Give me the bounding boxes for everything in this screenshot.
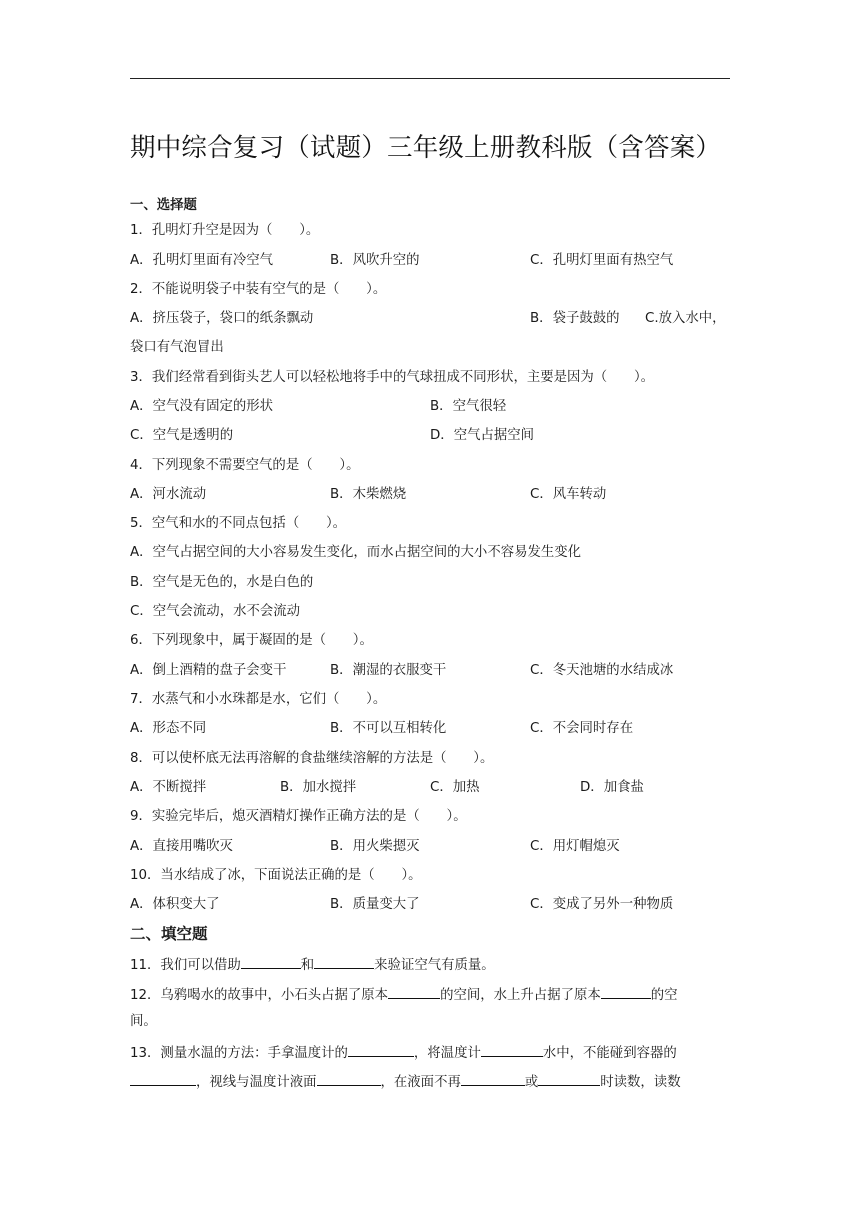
option: C．孔明灯里面有热空气 bbox=[530, 253, 674, 268]
option: A．空气占据空间的大小容易发生变化，而水占据空间的大小不容易发生变化 bbox=[130, 545, 582, 560]
option: B．加水搅拌 bbox=[280, 780, 357, 795]
option: C．变成了另外一种物质 bbox=[530, 897, 674, 912]
option: B．木柴燃烧 bbox=[330, 487, 407, 502]
option: A．挤压袋子，袋口的纸条飘动 bbox=[130, 311, 314, 326]
option: C．空气会流动，水不会流动 bbox=[130, 604, 301, 619]
answer-blank[interactable] bbox=[241, 954, 301, 969]
fill-question bbox=[130, 1042, 677, 1064]
option: A．河水流动 bbox=[130, 487, 207, 502]
option: B．用火柴摁灭 bbox=[330, 839, 420, 854]
option: C．空气是透明的 bbox=[130, 428, 234, 443]
question-stem: 7．水蒸气和小水珠都是水，它们（ ）。 bbox=[130, 692, 387, 707]
fill-text: 水中，不能碰到容器的 bbox=[542, 1046, 677, 1061]
fill-continuation: 间。 bbox=[130, 1014, 157, 1029]
fill-text: 和 bbox=[300, 958, 315, 973]
question-stem: 1．孔明灯升空是因为（ ）。 bbox=[130, 223, 320, 238]
section-heading: 一、选择题 bbox=[130, 198, 197, 213]
option: A．形态不同 bbox=[130, 721, 207, 736]
option: C．不会同时存在 bbox=[530, 721, 634, 736]
fill-question bbox=[130, 954, 495, 976]
option: A．不断搅拌 bbox=[130, 780, 207, 795]
fill-text: ，将温度计 bbox=[413, 1046, 481, 1061]
option: B．空气很轻 bbox=[430, 399, 507, 414]
option: A．体积变大了 bbox=[130, 897, 220, 912]
question-stem: 6．下列现象中，属于凝固的是（ ）。 bbox=[130, 633, 373, 648]
answer-blank[interactable] bbox=[130, 1071, 196, 1086]
option: B．袋子鼓鼓的 bbox=[530, 311, 620, 326]
option: D．加食盐 bbox=[580, 780, 644, 795]
option-continuation: 袋口有气泡冒出 bbox=[130, 340, 224, 355]
answer-blank[interactable] bbox=[317, 1071, 381, 1086]
section-heading: 二、填空题 bbox=[130, 925, 208, 943]
question-stem: 3．我们经常看到街头艺人可以轻松地将手中的气球扭成不同形状，主要是因为（ ）。 bbox=[130, 370, 655, 385]
option: A．直接用嘴吹灭 bbox=[130, 839, 233, 854]
answer-blank[interactable] bbox=[314, 954, 374, 969]
option: C．冬天池塘的水结成冰 bbox=[530, 663, 674, 678]
fill-text: 来验证空气有质量。 bbox=[374, 958, 495, 973]
fill-text: 或 bbox=[524, 1075, 539, 1090]
header-rule bbox=[130, 78, 730, 79]
answer-blank[interactable] bbox=[348, 1042, 414, 1057]
option: B．潮湿的衣服变干 bbox=[330, 663, 447, 678]
option: C．风车转动 bbox=[530, 487, 607, 502]
answer-blank[interactable] bbox=[461, 1071, 525, 1086]
option: D．空气占据空间 bbox=[430, 428, 535, 443]
fill-text: ，在液面不再 bbox=[380, 1075, 461, 1090]
question-stem: 9．实验完毕后，熄灭酒精灯操作正确方法的是（ ）。 bbox=[130, 809, 467, 824]
answer-blank[interactable] bbox=[601, 984, 651, 999]
fill-text: 13．测量水温的方法：手拿温度计的 bbox=[130, 1046, 348, 1061]
option: B．风吹升空的 bbox=[330, 253, 420, 268]
fill-text: 11．我们可以借助 bbox=[130, 958, 241, 973]
answer-blank[interactable] bbox=[388, 984, 440, 999]
option: C．加热 bbox=[430, 780, 480, 795]
option: A．空气没有固定的形状 bbox=[130, 399, 274, 414]
question-stem: 4．下列现象不需要空气的是（ ）。 bbox=[130, 458, 360, 473]
question-stem: 10．当水结成了冰，下面说法正确的是（ ）。 bbox=[130, 868, 422, 883]
option: C．用灯帽熄灭 bbox=[530, 839, 620, 854]
fill-text: 12．乌鸦喝水的故事中，小石头占据了原本 bbox=[130, 988, 389, 1003]
page-title: 期中综合复习（试题）三年级上册教科版（含答案） bbox=[130, 133, 722, 163]
option: A．倒上酒精的盘子会变干 bbox=[130, 663, 287, 678]
fill-text: 的空间，水上升占据了原本 bbox=[440, 988, 601, 1003]
answer-blank[interactable] bbox=[481, 1042, 543, 1057]
fill-text: ，视线与温度计液面 bbox=[196, 1075, 317, 1090]
option: A．孔明灯里面有冷空气 bbox=[130, 253, 274, 268]
question-stem: 8．可以使杯底无法再溶解的食盐继续溶解的方法是（ ）。 bbox=[130, 751, 494, 766]
option: B．空气是无色的，水是白色的 bbox=[130, 575, 314, 590]
option: C.放入水中， bbox=[645, 311, 726, 326]
option: B．质量变大了 bbox=[330, 897, 420, 912]
option: B．不可以互相转化 bbox=[330, 721, 447, 736]
fill-text: 的空 bbox=[650, 988, 678, 1003]
question-stem: 5．空气和水的不同点包括（ ）。 bbox=[130, 516, 347, 531]
fill-question bbox=[130, 984, 678, 1006]
fill-text: 时读数，读数 bbox=[600, 1075, 681, 1090]
answer-blank[interactable] bbox=[538, 1071, 600, 1086]
fill-question-continued bbox=[130, 1071, 681, 1093]
question-stem: 2．不能说明袋子中装有空气的是（ ）。 bbox=[130, 282, 387, 297]
